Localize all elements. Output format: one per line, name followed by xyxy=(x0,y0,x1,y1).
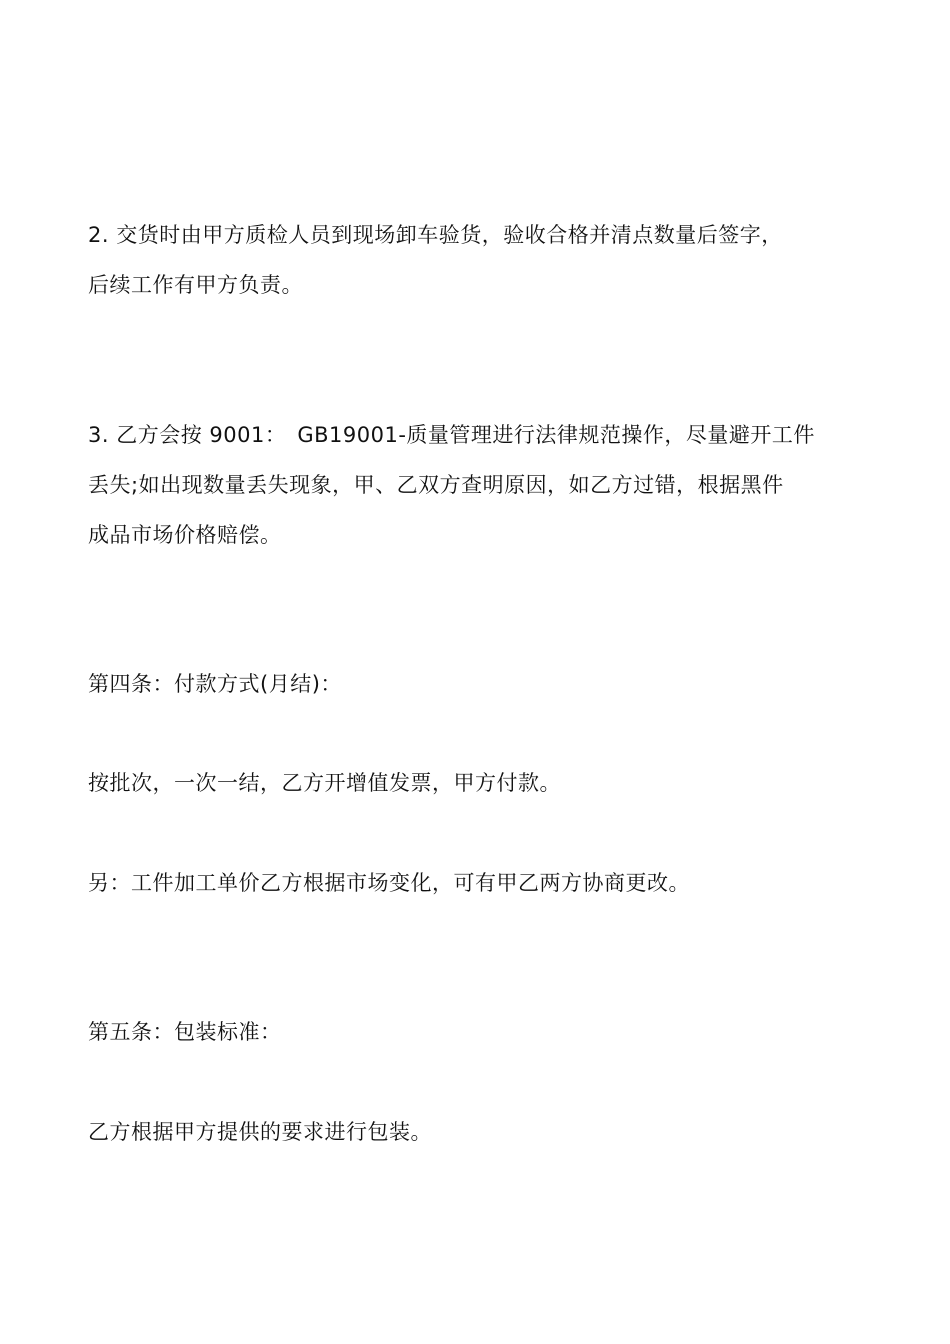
text-line: 丢失;如出现数量丢失现象，甲、乙双方查明原因，如乙方过错，根据黑件 xyxy=(88,473,784,497)
article-four-heading xyxy=(88,659,868,709)
packaging-requirement xyxy=(88,1107,868,1157)
clause-delivery-inspection xyxy=(88,210,868,310)
text-line: 成品市场价格赔偿。 xyxy=(88,523,282,547)
text-line: 按批次，一次一结，乙方开增值发票，甲方付款。 xyxy=(88,771,561,795)
price-adjustment-note xyxy=(88,858,868,908)
clause-quality-management xyxy=(88,410,868,560)
text-line: 乙方根据甲方提供的要求进行包装。 xyxy=(88,1120,432,1144)
text-line: 第五条：包装标准： xyxy=(88,1020,282,1044)
article-five-heading xyxy=(88,1007,868,1057)
text-line: 另：工件加工单价乙方根据市场变化，可有甲乙两方协商更改。 xyxy=(88,871,690,895)
text-line: 2. 交货时由甲方质检人员到现场卸车验货，验收合格并清点数量后签字， xyxy=(88,223,783,247)
text-line: 3. 乙方会按 9001： GB19001-质量管理进行法律规范操作，尽量避开工件 xyxy=(88,423,815,447)
text-line: 后续工作有甲方负责。 xyxy=(88,273,303,297)
payment-terms xyxy=(88,758,868,808)
text-line: 第四条：付款方式(月结)： xyxy=(88,672,342,696)
